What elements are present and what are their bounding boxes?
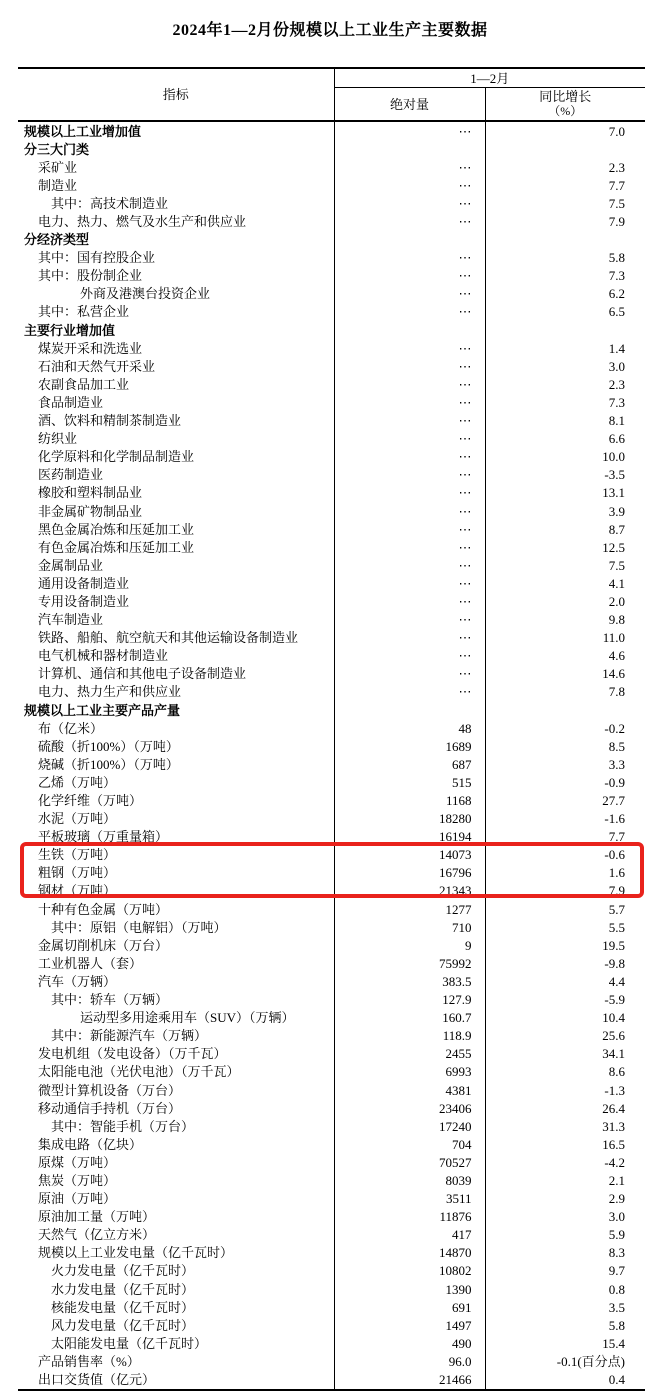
indicator-cell: 分经济类型 bbox=[18, 231, 334, 249]
table-row bbox=[18, 176, 645, 194]
growth-value-cell: 11.0 bbox=[602, 630, 626, 646]
absolute-value-cell: 14073 bbox=[334, 846, 485, 864]
growth-value-cell: 7.9 bbox=[608, 883, 626, 899]
table-row bbox=[18, 484, 645, 502]
growth-value-cell: 7.7 bbox=[608, 177, 626, 193]
absolute-value-cell: ⋯ bbox=[334, 502, 485, 520]
growth-value-cell: 34.1 bbox=[602, 1046, 626, 1062]
growth-value-cell: 7.7 bbox=[608, 829, 626, 845]
table-row bbox=[18, 1226, 645, 1244]
growth-value-cell: 9.8 bbox=[608, 612, 626, 628]
absolute-value-cell: ⋯ bbox=[334, 611, 485, 629]
table-row bbox=[18, 1262, 645, 1280]
indicator-cell: 黑色金属冶炼和压延加工业 bbox=[18, 520, 334, 538]
growth-value-cell: 7.9 bbox=[608, 214, 626, 230]
indicator-cell: 食品制造业 bbox=[18, 393, 334, 411]
absolute-value-cell: ⋯ bbox=[334, 629, 485, 647]
growth-value-cell: 2.3 bbox=[608, 376, 626, 392]
growth-value-cell: 5.8 bbox=[608, 250, 626, 266]
indicator-cell: 电力、热力生产和供应业 bbox=[18, 683, 334, 701]
table-row bbox=[18, 158, 645, 176]
absolute-value-cell: 1277 bbox=[334, 900, 485, 918]
absolute-value-cell: 118.9 bbox=[334, 1027, 485, 1045]
indicator-cell: 硫酸（折100%）（万吨） bbox=[18, 737, 334, 755]
table-row bbox=[18, 375, 645, 393]
absolute-value-cell: 1689 bbox=[334, 737, 485, 755]
growth-value-cell: 27.7 bbox=[602, 793, 626, 809]
absolute-value-cell: ⋯ bbox=[334, 285, 485, 303]
indicator-cell: 生铁（万吨） bbox=[18, 846, 334, 864]
header-growth-line1: 同比增长 bbox=[539, 89, 592, 104]
growth-value-cell: 5.5 bbox=[608, 919, 626, 935]
growth-value-cell bbox=[485, 140, 645, 158]
growth-value-cell: 14.6 bbox=[602, 666, 626, 682]
table-row bbox=[18, 1298, 645, 1316]
absolute-value-cell: ⋯ bbox=[334, 393, 485, 411]
table-row bbox=[18, 1099, 645, 1117]
table-row bbox=[18, 1135, 645, 1153]
table-row bbox=[18, 502, 645, 520]
growth-value-cell: -3.5 bbox=[604, 467, 626, 483]
absolute-value-cell: 8039 bbox=[334, 1171, 485, 1189]
table-row bbox=[18, 592, 645, 610]
absolute-value-cell: 490 bbox=[334, 1334, 485, 1352]
table-row bbox=[18, 719, 645, 737]
indicator-cell: 集成电路（亿块） bbox=[18, 1135, 334, 1153]
header-growth-line2: （%） bbox=[548, 104, 583, 118]
absolute-value-cell: 1390 bbox=[334, 1280, 485, 1298]
indicator-cell: 出口交货值（亿元） bbox=[18, 1370, 334, 1389]
growth-value-cell: 31.3 bbox=[602, 1118, 626, 1134]
absolute-value-cell: 515 bbox=[334, 773, 485, 791]
absolute-value-cell: 1497 bbox=[334, 1316, 485, 1334]
growth-value-cell: 2.0 bbox=[608, 593, 626, 609]
absolute-value-cell: 417 bbox=[334, 1226, 485, 1244]
absolute-value-cell: 16194 bbox=[334, 828, 485, 846]
absolute-value-cell: ⋯ bbox=[334, 357, 485, 375]
indicator-cell: 采矿业 bbox=[18, 158, 334, 176]
growth-value-cell: 26.4 bbox=[602, 1100, 626, 1116]
absolute-value-cell: 704 bbox=[334, 1135, 485, 1153]
indicator-cell: 纺织业 bbox=[18, 430, 334, 448]
growth-value-cell: -0.1(百分点) bbox=[556, 1353, 626, 1369]
indicator-cell: 布（亿米） bbox=[18, 719, 334, 737]
table-row bbox=[18, 339, 645, 357]
indicator-cell: 移动通信手持机（万台） bbox=[18, 1099, 334, 1117]
growth-value-cell: 1.6 bbox=[608, 865, 626, 881]
growth-value-cell: 8.7 bbox=[608, 521, 626, 537]
indicator-cell: 计算机、通信和其他电子设备制造业 bbox=[18, 665, 334, 683]
indicator-cell: 原油加工量（万吨） bbox=[18, 1208, 334, 1226]
indicator-cell: 其中：新能源汽车（万辆） bbox=[18, 1027, 334, 1045]
table-row bbox=[18, 1045, 645, 1063]
growth-value-cell: 7.3 bbox=[608, 268, 626, 284]
indicator-cell: 火力发电量（亿千瓦时） bbox=[18, 1262, 334, 1280]
header-indicator: 指标 bbox=[18, 68, 334, 121]
absolute-value-cell: ⋯ bbox=[334, 574, 485, 592]
absolute-value-cell: 4381 bbox=[334, 1081, 485, 1099]
growth-value-cell: 6.5 bbox=[608, 304, 626, 320]
indicator-cell: 医药制造业 bbox=[18, 466, 334, 484]
table-row bbox=[18, 828, 645, 846]
growth-value-cell: 10.4 bbox=[602, 1010, 626, 1026]
absolute-value-cell: ⋯ bbox=[334, 158, 485, 176]
absolute-value-cell: ⋯ bbox=[334, 592, 485, 610]
absolute-value-cell: 687 bbox=[334, 755, 485, 773]
absolute-value-cell: 21343 bbox=[334, 882, 485, 900]
absolute-value-cell: 16796 bbox=[334, 864, 485, 882]
table-row bbox=[18, 1190, 645, 1208]
indicator-cell: 焦炭（万吨） bbox=[18, 1171, 334, 1189]
absolute-value-cell: ⋯ bbox=[334, 683, 485, 701]
absolute-value-cell bbox=[334, 231, 485, 249]
indicator-cell: 汽车制造业 bbox=[18, 611, 334, 629]
indicator-cell: 发电机组（发电设备）（万千瓦） bbox=[18, 1045, 334, 1063]
indicator-cell: 钢材（万吨） bbox=[18, 882, 334, 900]
indicator-cell: 电气机械和器材制造业 bbox=[18, 647, 334, 665]
indicator-cell: 制造业 bbox=[18, 176, 334, 194]
header-absolute: 绝对量 bbox=[334, 88, 485, 122]
absolute-value-cell: ⋯ bbox=[334, 484, 485, 502]
table-row bbox=[18, 1352, 645, 1370]
growth-value-cell: 2.3 bbox=[608, 159, 626, 175]
growth-value-cell: 15.4 bbox=[602, 1335, 626, 1351]
indicator-cell: 其中：私营企业 bbox=[18, 303, 334, 321]
indicator-cell: 风力发电量（亿千瓦时） bbox=[18, 1316, 334, 1334]
indicator-cell: 专用设备制造业 bbox=[18, 592, 334, 610]
indicator-cell: 平板玻璃（万重量箱） bbox=[18, 828, 334, 846]
absolute-value-cell: ⋯ bbox=[334, 647, 485, 665]
growth-value-cell: 0.4 bbox=[608, 1372, 626, 1388]
absolute-value-cell: ⋯ bbox=[334, 303, 485, 321]
indicator-cell: 有色金属冶炼和压延加工业 bbox=[18, 538, 334, 556]
indicator-cell: 其中：原铝（电解铝）（万吨） bbox=[18, 918, 334, 936]
indicator-cell: 化学原料和化学制品制造业 bbox=[18, 448, 334, 466]
table-row bbox=[18, 1171, 645, 1189]
table-row bbox=[18, 683, 645, 701]
growth-value-cell: 6.6 bbox=[608, 431, 626, 447]
indicator-cell: 农副食品加工业 bbox=[18, 375, 334, 393]
table-row bbox=[18, 212, 645, 230]
absolute-value-cell: 383.5 bbox=[334, 972, 485, 990]
table-row bbox=[18, 665, 645, 683]
table-row bbox=[18, 321, 645, 339]
absolute-value-cell: 710 bbox=[334, 918, 485, 936]
growth-value-cell: 8.3 bbox=[608, 1245, 626, 1261]
absolute-value-cell: 10802 bbox=[334, 1262, 485, 1280]
table-row bbox=[18, 140, 645, 158]
growth-value-cell: 7.5 bbox=[608, 557, 626, 573]
table-row bbox=[18, 1334, 645, 1352]
growth-value-cell: -0.2 bbox=[604, 720, 626, 736]
growth-value-cell: 4.6 bbox=[608, 648, 626, 664]
growth-value-cell: 6.2 bbox=[608, 286, 626, 302]
absolute-value-cell: 3511 bbox=[334, 1190, 485, 1208]
indicator-cell: 酒、饮料和精制茶制造业 bbox=[18, 412, 334, 430]
industrial-data-table bbox=[18, 67, 645, 1391]
table-row bbox=[18, 1153, 645, 1171]
table-row bbox=[18, 846, 645, 864]
growth-value-cell: 19.5 bbox=[602, 937, 626, 953]
table-row bbox=[18, 1009, 645, 1027]
growth-value-cell: 1.4 bbox=[608, 340, 626, 356]
table-row bbox=[18, 991, 645, 1009]
absolute-value-cell: 21466 bbox=[334, 1370, 485, 1389]
indicator-cell: 运动型多用途乘用车（SUV）（万辆） bbox=[18, 1009, 334, 1027]
table-row bbox=[18, 1244, 645, 1262]
indicator-cell: 橡胶和塑料制品业 bbox=[18, 484, 334, 502]
table-row bbox=[18, 1117, 645, 1135]
indicator-cell: 乙烯（万吨） bbox=[18, 773, 334, 791]
table-row bbox=[18, 1063, 645, 1081]
indicator-cell: 烧碱（折100%）（万吨） bbox=[18, 755, 334, 773]
growth-value-cell: 16.5 bbox=[602, 1136, 626, 1152]
table-row bbox=[18, 737, 645, 755]
table-row bbox=[18, 701, 645, 719]
growth-value-cell bbox=[485, 231, 645, 249]
indicator-cell: 其中：轿车（万辆） bbox=[18, 991, 334, 1009]
absolute-value-cell: ⋯ bbox=[334, 665, 485, 683]
absolute-value-cell: 1168 bbox=[334, 791, 485, 809]
growth-value-cell: 4.1 bbox=[608, 575, 626, 591]
table-row bbox=[18, 755, 645, 773]
growth-value-cell: -1.6 bbox=[604, 811, 626, 827]
absolute-value-cell: 17240 bbox=[334, 1117, 485, 1135]
table-header bbox=[18, 68, 645, 121]
indicator-cell: 规模以上工业主要产品产量 bbox=[18, 701, 334, 719]
indicator-cell: 煤炭开采和洗选业 bbox=[18, 339, 334, 357]
absolute-value-cell: ⋯ bbox=[334, 466, 485, 484]
indicator-cell: 工业机器人（套） bbox=[18, 954, 334, 972]
absolute-value-cell: ⋯ bbox=[334, 249, 485, 267]
indicator-cell: 天然气（亿立方米） bbox=[18, 1226, 334, 1244]
growth-value-cell: 2.9 bbox=[608, 1191, 626, 1207]
table-row bbox=[18, 1208, 645, 1226]
table-row bbox=[18, 810, 645, 828]
indicator-cell: 水泥（万吨） bbox=[18, 810, 334, 828]
table-row bbox=[18, 538, 645, 556]
growth-value-cell: -0.9 bbox=[604, 774, 626, 790]
growth-value-cell: -9.8 bbox=[604, 955, 626, 971]
indicator-cell: 铁路、船舶、航空航天和其他运输设备制造业 bbox=[18, 629, 334, 647]
indicator-cell: 金属切削机床（万台） bbox=[18, 936, 334, 954]
table-row bbox=[18, 918, 645, 936]
indicator-cell: 规模以上工业发电量（亿千瓦时） bbox=[18, 1244, 334, 1262]
growth-value-cell: 8.6 bbox=[608, 1064, 626, 1080]
indicator-cell: 化学纤维（万吨） bbox=[18, 791, 334, 809]
absolute-value-cell: 9 bbox=[334, 936, 485, 954]
table-row bbox=[18, 791, 645, 809]
indicator-cell: 通用设备制造业 bbox=[18, 574, 334, 592]
table-row bbox=[18, 1370, 645, 1389]
growth-value-cell: 9.7 bbox=[608, 1263, 626, 1279]
table-row bbox=[18, 972, 645, 990]
indicator-cell: 原油（万吨） bbox=[18, 1190, 334, 1208]
indicator-cell: 粗钢（万吨） bbox=[18, 864, 334, 882]
table-row bbox=[18, 430, 645, 448]
absolute-value-cell: ⋯ bbox=[334, 430, 485, 448]
table-row bbox=[18, 1280, 645, 1298]
growth-value-cell: 10.0 bbox=[602, 449, 626, 465]
table-row bbox=[18, 466, 645, 484]
absolute-value-cell: 75992 bbox=[334, 954, 485, 972]
table-row bbox=[18, 574, 645, 592]
table-row bbox=[18, 231, 645, 249]
absolute-value-cell: ⋯ bbox=[334, 121, 485, 140]
growth-value-cell: 3.9 bbox=[608, 503, 626, 519]
page-title: 2024年1—2月份规模以上工业生产主要数据 bbox=[172, 21, 488, 39]
indicator-cell: 分三大门类 bbox=[18, 140, 334, 158]
absolute-value-cell: 14870 bbox=[334, 1244, 485, 1262]
indicator-cell: 太阳能发电量（亿千瓦时） bbox=[18, 1334, 334, 1352]
absolute-value-cell: ⋯ bbox=[334, 556, 485, 574]
absolute-value-cell: 70527 bbox=[334, 1153, 485, 1171]
absolute-value-cell: 48 bbox=[334, 719, 485, 737]
growth-value-cell: -4.2 bbox=[604, 1154, 626, 1170]
table-row bbox=[18, 357, 645, 375]
indicator-cell: 十种有色金属（万吨） bbox=[18, 900, 334, 918]
header-growth bbox=[485, 88, 645, 122]
absolute-value-cell: ⋯ bbox=[334, 448, 485, 466]
table-row bbox=[18, 285, 645, 303]
indicator-cell: 外商及港澳台投资企业 bbox=[18, 285, 334, 303]
indicator-cell: 汽车（万辆） bbox=[18, 972, 334, 990]
table-row bbox=[18, 393, 645, 411]
indicator-cell: 产品销售率（%） bbox=[18, 1352, 334, 1370]
absolute-value-cell: ⋯ bbox=[334, 339, 485, 357]
table-row bbox=[18, 1316, 645, 1334]
growth-value-cell: 5.9 bbox=[608, 1227, 626, 1243]
growth-value-cell: 3.0 bbox=[608, 1209, 626, 1225]
growth-value-cell: 3.5 bbox=[608, 1299, 626, 1315]
table-row bbox=[18, 773, 645, 791]
growth-value-cell: 7.5 bbox=[608, 195, 626, 211]
growth-value-cell bbox=[485, 321, 645, 339]
indicator-cell: 水力发电量（亿千瓦时） bbox=[18, 1280, 334, 1298]
absolute-value-cell: ⋯ bbox=[334, 538, 485, 556]
table-row bbox=[18, 647, 645, 665]
growth-value-cell: 25.6 bbox=[602, 1028, 626, 1044]
indicator-cell: 主要行业增加值 bbox=[18, 321, 334, 339]
growth-value-cell: -5.9 bbox=[604, 992, 626, 1008]
absolute-value-cell: ⋯ bbox=[334, 176, 485, 194]
growth-value-cell: 3.0 bbox=[608, 358, 626, 374]
table-row bbox=[18, 448, 645, 466]
indicator-cell: 微型计算机设备（万台） bbox=[18, 1081, 334, 1099]
absolute-value-cell: 23406 bbox=[334, 1099, 485, 1117]
indicator-cell: 其中：智能手机（万台） bbox=[18, 1117, 334, 1135]
indicator-cell: 太阳能电池（光伏电池）（万千瓦） bbox=[18, 1063, 334, 1081]
absolute-value-cell: ⋯ bbox=[334, 267, 485, 285]
indicator-cell: 金属制品业 bbox=[18, 556, 334, 574]
indicator-cell: 其中：国有控股企业 bbox=[18, 249, 334, 267]
indicator-cell: 其中：股份制企业 bbox=[18, 267, 334, 285]
table-row bbox=[18, 556, 645, 574]
absolute-value-cell: 127.9 bbox=[334, 991, 485, 1009]
indicator-cell: 规模以上工业增加值 bbox=[18, 121, 334, 140]
absolute-value-cell: ⋯ bbox=[334, 375, 485, 393]
table-row bbox=[18, 194, 645, 212]
growth-value-cell: -1.3 bbox=[604, 1082, 626, 1098]
absolute-value-cell: 11876 bbox=[334, 1208, 485, 1226]
absolute-value-cell bbox=[334, 701, 485, 719]
table-row bbox=[18, 611, 645, 629]
absolute-value-cell: ⋯ bbox=[334, 194, 485, 212]
growth-value-cell: 4.4 bbox=[608, 973, 626, 989]
table-row bbox=[18, 1081, 645, 1099]
growth-value-cell: 13.1 bbox=[602, 485, 626, 501]
table-row bbox=[18, 882, 645, 900]
growth-value-cell: 5.8 bbox=[608, 1317, 626, 1333]
table-row bbox=[18, 864, 645, 882]
growth-value-cell: 5.7 bbox=[608, 901, 626, 917]
table-row bbox=[18, 520, 645, 538]
header-period: 1—2月 bbox=[334, 68, 645, 88]
growth-value-cell: 7.3 bbox=[608, 394, 626, 410]
growth-value-cell: 8.5 bbox=[608, 738, 626, 754]
absolute-value-cell bbox=[334, 321, 485, 339]
absolute-value-cell: 18280 bbox=[334, 810, 485, 828]
absolute-value-cell bbox=[334, 140, 485, 158]
absolute-value-cell: 96.0 bbox=[334, 1352, 485, 1370]
table-row bbox=[18, 267, 645, 285]
table-row bbox=[18, 303, 645, 321]
indicator-cell: 电力、热力、燃气及水生产和供应业 bbox=[18, 212, 334, 230]
table-row bbox=[18, 900, 645, 918]
growth-value-cell: 12.5 bbox=[602, 539, 626, 555]
table-row bbox=[18, 936, 645, 954]
indicator-cell: 其中：高技术制造业 bbox=[18, 194, 334, 212]
growth-value-cell bbox=[485, 701, 645, 719]
table-row bbox=[18, 629, 645, 647]
indicator-cell: 非金属矿物制品业 bbox=[18, 502, 334, 520]
growth-value-cell: 7.0 bbox=[608, 123, 626, 139]
indicator-cell: 石油和天然气开采业 bbox=[18, 357, 334, 375]
absolute-value-cell: 691 bbox=[334, 1298, 485, 1316]
table-row bbox=[18, 954, 645, 972]
growth-value-cell: -0.6 bbox=[604, 847, 626, 863]
indicator-cell: 原煤（万吨） bbox=[18, 1153, 334, 1171]
absolute-value-cell: 6993 bbox=[334, 1063, 485, 1081]
absolute-value-cell: 2455 bbox=[334, 1045, 485, 1063]
absolute-value-cell: ⋯ bbox=[334, 212, 485, 230]
growth-value-cell: 2.1 bbox=[608, 1172, 626, 1188]
absolute-value-cell: 160.7 bbox=[334, 1009, 485, 1027]
table-row bbox=[18, 412, 645, 430]
table-body bbox=[18, 121, 645, 1390]
table-row bbox=[18, 249, 645, 267]
indicator-cell: 核能发电量（亿千瓦时） bbox=[18, 1298, 334, 1316]
absolute-value-cell: ⋯ bbox=[334, 520, 485, 538]
growth-value-cell: 0.8 bbox=[608, 1281, 626, 1297]
absolute-value-cell: ⋯ bbox=[334, 412, 485, 430]
table-row bbox=[18, 121, 645, 140]
growth-value-cell: 8.1 bbox=[608, 413, 626, 429]
table-row bbox=[18, 1027, 645, 1045]
growth-value-cell: 3.3 bbox=[608, 756, 626, 772]
growth-value-cell: 7.8 bbox=[608, 684, 626, 700]
